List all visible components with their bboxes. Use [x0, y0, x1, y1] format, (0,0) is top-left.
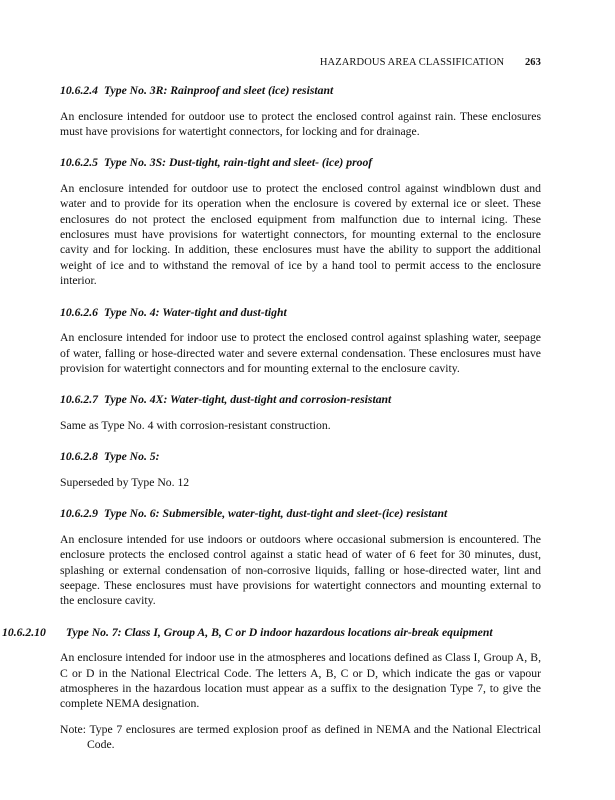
page-number: 263 — [524, 57, 541, 68]
section-10-6-2-6 — [60, 305, 541, 377]
note: Note: Type 7 enclosures are termed explosion proof as defined in NEMA and the National Electrical Code. — [60, 722, 541, 752]
section-10-6-2-7 — [60, 392, 541, 433]
section-number: 10.6.2.9 — [60, 507, 98, 521]
section-10-6-2-5 — [60, 155, 541, 288]
section-number: 10.6.2.8 — [60, 450, 98, 464]
section-body: Superseded by Type No. 12 — [60, 475, 190, 489]
section-heading — [60, 155, 541, 171]
section-10-6-2-8 — [60, 449, 541, 490]
section-body: An enclosure intended for use indoors or outdoors where occasional submersion is encountered. The enclosure protects the enclosed control against a static head of water of 6 feet for 30 minutes, dust, splashing or external condensation of non-corrosive liquids, falling or hose-directed water, lint and seepage. These enclosures must have provisions for watertight connectors and mounting external to the enclosure cavity. — [60, 532, 541, 608]
section-number: 10.6.2.5 — [60, 156, 98, 170]
section-title: Type No. 4: Water-tight and dust-tight — [103, 305, 287, 319]
page-content — [2, 83, 541, 753]
section-body: An enclosure intended for outdoor use to protect the enclosed control against windblown dust and water and to provide for its operation when the enclosure is covered by external ice or sleet. These enclosures do not protect the enclosed equipment from malfunction due to internal icing. These enclosures must have provisions for watertight connectors, for mounting external to the enclosure cavity and for locking. In addition, these enclosures must have the ability to support the additional weight of ice and to withstand the removal of ice by a hand tool to permit access to the enclosure interior. — [60, 181, 541, 288]
section-number: 10.6.2.7 — [60, 393, 98, 407]
section-body: Same as Type No. 4 with corrosion-resistant construction. — [60, 418, 331, 432]
running-title: HAZARDOUS AREA CLASSIFICATION — [319, 57, 505, 68]
section-10-6-2-10 — [2, 625, 541, 753]
section-heading — [60, 506, 541, 522]
section-title: Type No. 6: Submersible, water-tight, dust-tight and sleet-(ice) resistant — [103, 507, 448, 521]
section-heading — [60, 392, 541, 408]
section-title: Type No. 3R: Rainproof and sleet (ice) resistant — [103, 84, 334, 97]
section-title: Type No. 4X: Water-tight, dust-tight and corrosion-resistant — [103, 393, 392, 407]
section-10-6-2-9 — [60, 506, 541, 609]
section-title: Type No. 7: Class I, Group A, B, C or D indoor hazardous locations air-break equipment — [65, 625, 493, 639]
section-title: Type No. 3S: Dust-tight, rain-tight and sleet- (ice) proof — [103, 156, 373, 170]
section-heading: 10.6.2.10 Type No. 7: Class I, Group A, B, C or D indoor hazardous locations air-break equipment — [2, 625, 493, 639]
section-number: 10.6.2.4 — [60, 84, 98, 97]
section-heading — [60, 83, 541, 99]
section-heading — [60, 305, 541, 321]
section-body: An enclosure intended for outdoor use to protect the enclosed control against rain. These enclosures must have provisions for watertight connectors, for locking and for drainage. — [60, 109, 541, 138]
section-heading — [60, 449, 541, 465]
section-body: An enclosure intended for indoor use in the atmospheres and locations defined as Class I, Group A, B, C or D in the National Electrical Code. The letters A, B, C or D, which indicate the gas or vapour atmospheres in the hazardous location must appear as a suffix to the designation Type 7, to give the complete NEMA designation. — [60, 651, 541, 711]
section-title: Type No. 5: — [103, 450, 160, 464]
section-10-6-2-4 — [60, 83, 541, 139]
section-number: 10.6.2.6 — [60, 305, 98, 319]
running-header — [60, 57, 541, 68]
section-body: An enclosure intended for indoor use to protect the enclosed control against splashing water, seepage of water, falling or hose-directed water and severe external condensation. These enclosures must have provision for watertight connectors and for mounting external to the enclosure cavity. — [60, 331, 541, 375]
